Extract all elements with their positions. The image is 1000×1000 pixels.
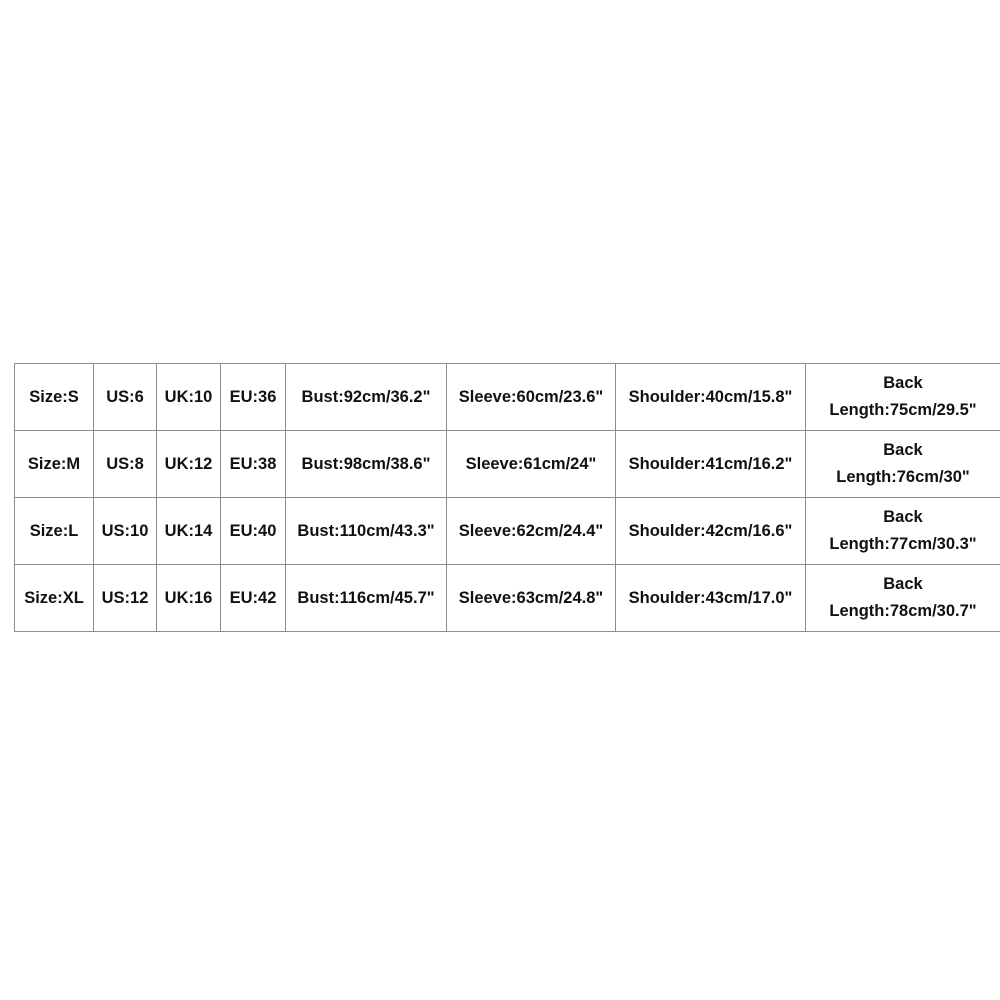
back-length-cell bbox=[806, 431, 1000, 498]
eu-size-cell: EU:42 bbox=[221, 565, 286, 632]
size-cell: Size:L bbox=[15, 498, 94, 565]
table-row bbox=[15, 565, 1000, 632]
back-label: Back bbox=[883, 575, 923, 593]
shoulder-cell: Shoulder:41cm/16.2" bbox=[616, 431, 806, 498]
eu-size-cell: EU:40 bbox=[221, 498, 286, 565]
bust-cell: Bust:98cm/38.6" bbox=[286, 431, 447, 498]
table-row bbox=[15, 364, 1000, 431]
size-cell: Size:M bbox=[15, 431, 94, 498]
sleeve-cell: Sleeve:63cm/24.8" bbox=[447, 565, 616, 632]
uk-size-cell: UK:10 bbox=[157, 364, 221, 431]
size-chart-table bbox=[14, 363, 1000, 632]
bust-cell: Bust:110cm/43.3" bbox=[286, 498, 447, 565]
sleeve-cell: Sleeve:60cm/23.6" bbox=[447, 364, 616, 431]
size-cell: Size:XL bbox=[15, 565, 94, 632]
uk-size-cell: UK:14 bbox=[157, 498, 221, 565]
back-length-cell bbox=[806, 364, 1000, 431]
shoulder-cell: Shoulder:40cm/15.8" bbox=[616, 364, 806, 431]
back-length-value: Length:78cm/30.7" bbox=[829, 602, 977, 620]
shoulder-cell: Shoulder:43cm/17.0" bbox=[616, 565, 806, 632]
back-label: Back bbox=[883, 441, 923, 459]
us-size-cell: US:10 bbox=[94, 498, 157, 565]
us-size-cell: US:6 bbox=[94, 364, 157, 431]
shoulder-cell: Shoulder:42cm/16.6" bbox=[616, 498, 806, 565]
sleeve-cell: Sleeve:62cm/24.4" bbox=[447, 498, 616, 565]
back-length-cell bbox=[806, 498, 1000, 565]
back-length-value: Length:76cm/30" bbox=[836, 468, 970, 486]
eu-size-cell: EU:38 bbox=[221, 431, 286, 498]
us-size-cell: US:8 bbox=[94, 431, 157, 498]
eu-size-cell: EU:36 bbox=[221, 364, 286, 431]
sleeve-cell: Sleeve:61cm/24" bbox=[447, 431, 616, 498]
uk-size-cell: UK:16 bbox=[157, 565, 221, 632]
back-label: Back bbox=[883, 374, 923, 392]
bust-cell: Bust:92cm/36.2" bbox=[286, 364, 447, 431]
back-label: Back bbox=[883, 508, 923, 526]
size-cell: Size:S bbox=[15, 364, 94, 431]
table-row bbox=[15, 431, 1000, 498]
back-length-value: Length:75cm/29.5" bbox=[829, 401, 977, 419]
back-length-value: Length:77cm/30.3" bbox=[829, 535, 977, 553]
bust-cell: Bust:116cm/45.7" bbox=[286, 565, 447, 632]
uk-size-cell: UK:12 bbox=[157, 431, 221, 498]
table-row bbox=[15, 498, 1000, 565]
us-size-cell: US:12 bbox=[94, 565, 157, 632]
back-length-cell bbox=[806, 565, 1000, 632]
